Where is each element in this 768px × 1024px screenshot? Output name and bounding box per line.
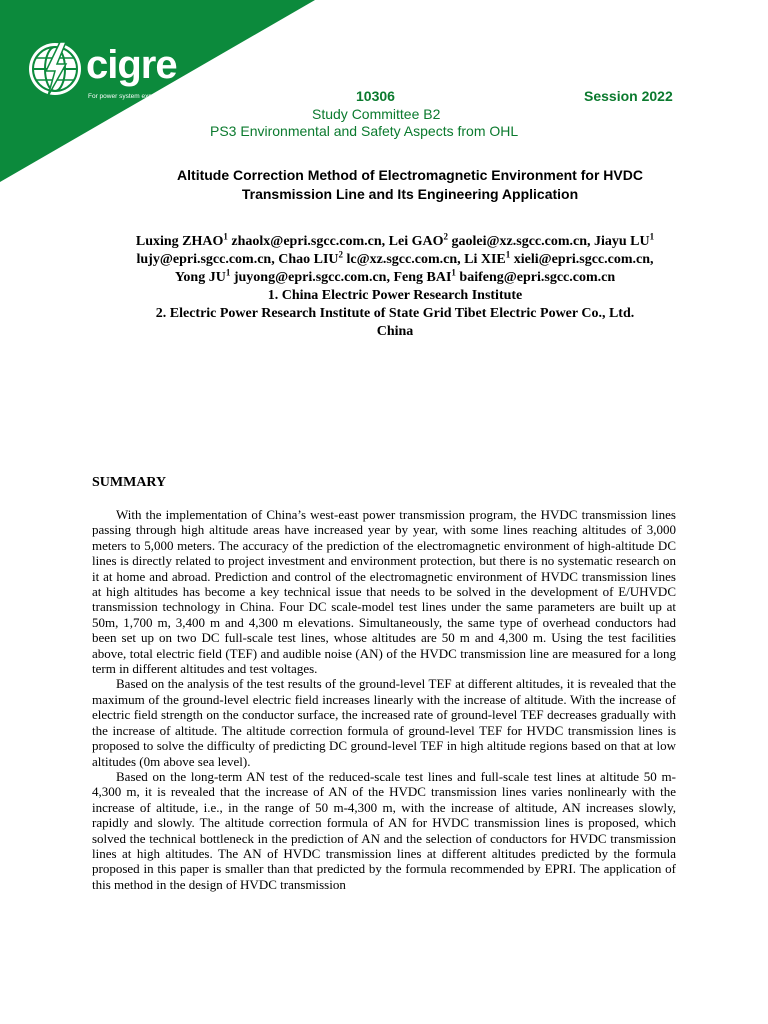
- country: China: [376, 324, 414, 339]
- logo-wordmark: cigre: [86, 43, 177, 87]
- title-line-2: Transmission Line and Its Engineering Application: [241, 186, 579, 202]
- summary-heading: SUMMARY: [92, 475, 167, 490]
- summary-paragraph: Based on the analysis of the test results of the ground-level TEF at different altitudes, it is revealed that the maximum of the ground-level electric field increases linearly with the increase of altitude. With the increase of electric field strength on the conductor surface, the increased rate of ground-level TEF decreases gradually with the increase of altitude. The altitude correction formula of ground-level TEF for HVDC transmission lines is proposed to solve the difficulty of predicting DC ground-level TEF in high altitude regions based on that at low altitudes (0m above sea level).: [92, 676, 676, 769]
- author-text: lujy@epri.sgcc.com.cn, Chao LIU: [136, 252, 339, 267]
- globe-lightning-icon: [26, 40, 84, 98]
- affiliation-superscript: 2: [338, 249, 344, 260]
- author-text: baifeng@epri.sgcc.com.cn: [455, 270, 616, 285]
- author-text: xieli@epri.sgcc.com.cn,: [510, 252, 654, 267]
- paper-title: [100, 166, 720, 204]
- author-text: Yong JU: [174, 270, 226, 285]
- author-line-1: [60, 233, 730, 251]
- author-text: lc@xz.sgcc.com.cn, Li XIE: [343, 252, 506, 267]
- summary-body: [92, 507, 676, 892]
- affiliation-superscript: 1: [451, 267, 456, 278]
- session-label: Session 2022: [584, 88, 673, 104]
- title-line-1: Altitude Correction Method of Electromagnetic Environment for HVDC: [177, 167, 643, 183]
- affiliation-1: 1. China Electric Power Research Institute: [267, 288, 523, 303]
- author-line-3: [60, 269, 730, 287]
- affiliation-superscript: 1: [223, 231, 228, 242]
- affiliation-superscript: 1: [505, 249, 511, 260]
- author-text: zhaolx@epri.sgcc.com.cn, Lei GAO: [227, 234, 444, 249]
- affiliation-2: 2. Electric Power Research Institute of State Grid Tibet Electric Power Co., Ltd.: [155, 306, 635, 321]
- preferential-subject: PS3 Environmental and Safety Aspects from OHL: [210, 123, 519, 139]
- study-committee: Study Committee B2: [312, 106, 441, 122]
- logo-tagline: For power system expertise: [88, 93, 168, 100]
- summary-paragraph: Based on the long-term AN test of the reduced-scale test lines and full-scale test lines at altitude 50 m-4,300 m, it is revealed that the increase of AN of the HVDC transmission lines varies nonlinearly with the increase of altitude, i.e., in the range of 50 m-4,300 m, with the increase of altitude, AN increases slowly, rapidly and slowly. The altitude correction formula of AN for HVDC transmission lines is proposed, which solved the technical bottleneck in the prediction of AN and the selection of conductors for HVDC transmission lines at high altitudes. The AN of HVDC transmission lines at different altitudes predicted by the formula proposed in this paper is smaller than that predicted by the formula recommended by EPRI. The application of this method in the design of HVDC transmission: [92, 768, 676, 892]
- affiliation-superscript: 1: [225, 267, 231, 278]
- author-text: juyong@epri.sgcc.com.cn, Feng BAI: [230, 270, 452, 285]
- cigre-logo: [26, 38, 196, 102]
- author-text: gaolei@xz.sgcc.com.cn, Jiayu LU: [448, 234, 650, 249]
- affiliation-superscript: 1: [649, 231, 655, 242]
- author-line-2: [60, 251, 730, 269]
- paper-number: 10306: [356, 88, 395, 104]
- affiliation-superscript: 2: [443, 231, 449, 242]
- author-text: Luxing ZHAO: [135, 234, 224, 249]
- summary-paragraph: With the implementation of China’s west-east power transmission program, the HVDC transmission lines passing through high altitude areas have increased year by year, with some lines reaching altitudes of 3,000 meters to 5,000 meters. The accuracy of the prediction of the electromagnetic environment of high-altitude DC lines is directly related to project investment and environment protection, but there is no systematic research on it at home and abroad. Prediction and control of the electromagnetic environment of HVDC transmission lines at high altitudes has become a key technical issue that needs to be solved in the development of E/UHVDC transmission technology in China. Four DC scale-model test lines under the same parameters are built up at 50m, 1,700 m, 3,400 m and 4,300 m elevations. Simultaneously, the same type of overhead conductors had been set up on two DC full-scale test lines, whose altitudes are 50 m and 4,300 m. Using the test facilities above, total electric field (TEF) and audible noise (AN) of the HVDC transmission line are measured for a long term in different altitudes and test voltages.: [92, 507, 676, 677]
- author-block: [60, 233, 730, 341]
